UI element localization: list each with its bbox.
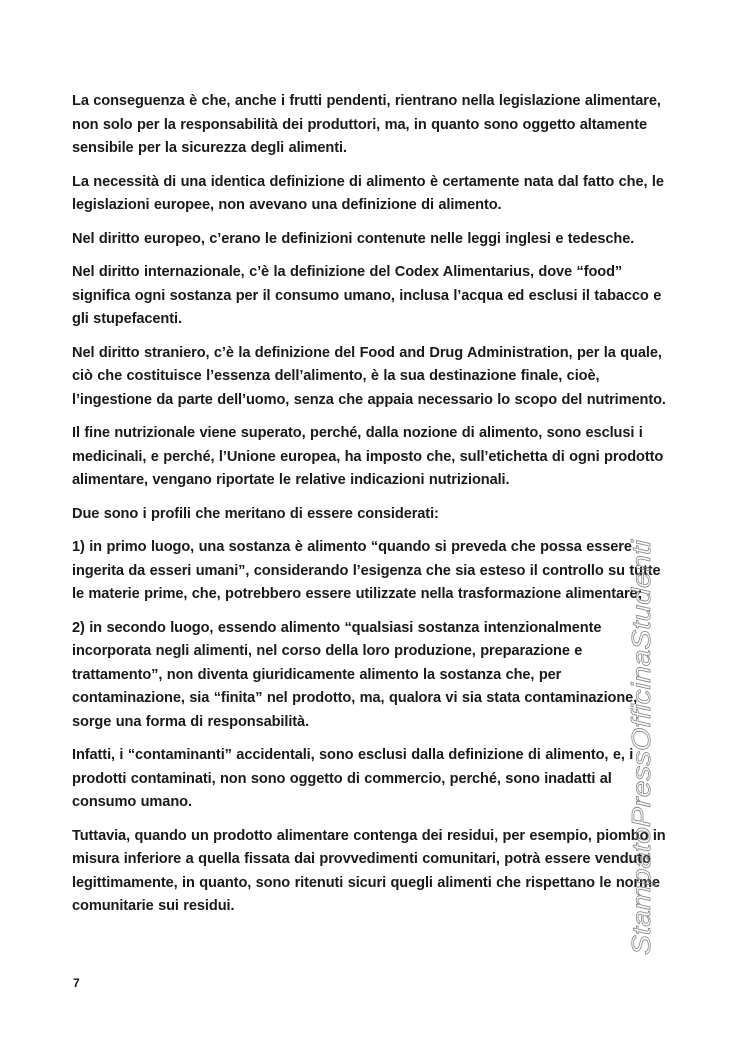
page-number: 7 (73, 976, 80, 990)
paragraph-5: Nel diritto straniero, c’è la definizione del Food and Drug Administration, per la quale, ciò che costituisce l’essenza dell’alimento, è la sua destinazione finale, cioè, l’ingestione da parte dell’uomo, senza che appaia necessario lo scopo del nutrimento. (72, 344, 666, 408)
paragraph-9: 2) in secondo luogo, essendo alimento “qualsiasi sostanza intenzionalmente incorporata negli alimenti, nel corso della loro produzione, preparazione e trattamento”, non diventa giuridicamente alimento la sostanza che, per contaminazione, sia “finita” nel prodotto, ma, qualora vi sia stata contaminazione, sorge una forma di responsabilità. (72, 619, 638, 730)
paragraph-2: La necessità di una identica definizione di alimento è certamente nata dal fatto che, le legislazioni europee, non avevano una definizione di alimento. (72, 173, 664, 213)
paragraph-1: La conseguenza è che, anche i frutti pendenti, rientrano nella legislazione alimentare, non solo per la responsabilità dei produttori, ma, in quanto sono oggetto altamente sensibile per la sicurezza degli alimenti. (72, 93, 661, 156)
paragraph-11: Tuttavia, quando un prodotto alimentare contenga dei residui, per esempio, piombo in misura inferiore a quella fissata dai provvedimenti comunitari, potrà essere venduto legittimamente, in quanto, sono ritenuti sicuri quegli alimenti che rispettano le norme comunitarie sui residui. (72, 827, 666, 914)
watermark-text: StampatoPressOfficinaStudenti (626, 593, 656, 955)
paragraph-4: Nel diritto internazionale, c’è la definizione del Codex Alimentarius, dove “food” significa ogni sostanza per il consumo umano, inclusa l’acqua ed esclusi il tabacco e gli stupefacenti. (72, 264, 662, 327)
paragraph-7: Due sono i profili che meritano di essere considerati: (72, 505, 439, 522)
paragraph-3: Nel diritto europeo, c’erano le definizioni contenute nelle leggi inglesi e tedesche. (72, 230, 635, 247)
paragraph-6: Il fine nutrizionale viene superato, perché, dalla nozione di alimento, sono esclusi i medicinali, e perché, l’Unione europea, ha imposto che, sull’etichetta di ogni prodotto alimentare, vengano riportate le relative indicazioni nutrizionali. (72, 425, 664, 488)
paragraph-10: Infatti, i “contaminanti” accidentali, sono esclusi dalla definizione di alimento, e, i prodotti contaminati, non sono oggetto di commercio, perché, sono inadatti al consumo umano. (72, 747, 634, 810)
paragraph-8: 1) in primo luogo, una sostanza è alimento “quando si preveda che possa essere ingerita da esseri umani”, considerando l’esigenza che sia esteso il controllo su tutte le materie prime, che, potrebbero essere utilizzate nella trasformazione alimentare; (72, 539, 661, 602)
document-body (72, 90, 672, 929)
